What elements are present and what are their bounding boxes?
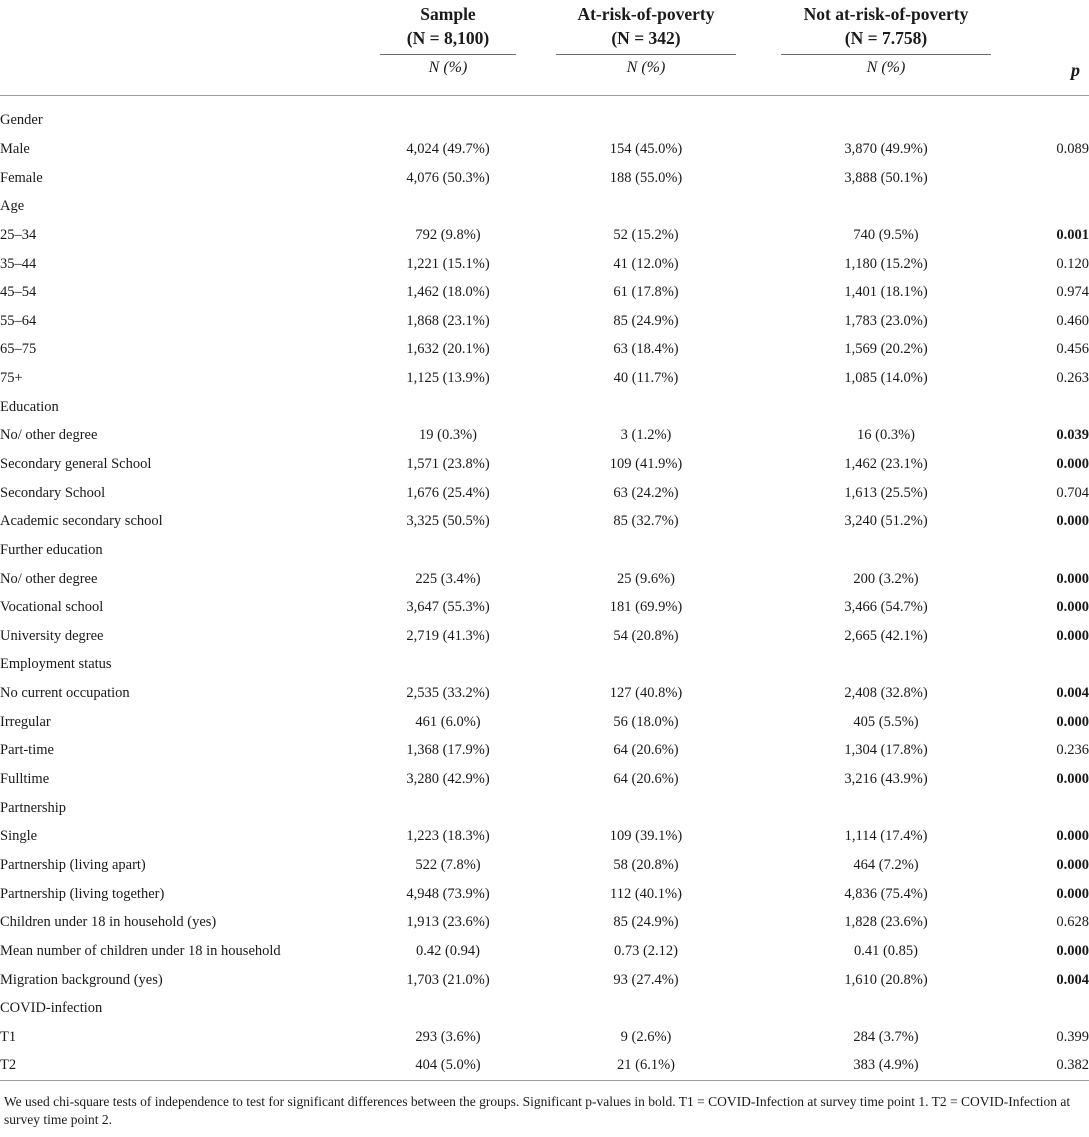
row-label: Part-time [0, 742, 54, 759]
header-risk-npct [556, 58, 736, 78]
table-row [0, 507, 1089, 536]
header-sample-title: Sample [420, 4, 476, 24]
npct-label: N (%) [428, 59, 468, 76]
empty-cell [736, 994, 781, 1023]
p-value: 0.000 [1056, 599, 1089, 616]
risk-value: 64 (20.6%) [613, 771, 679, 788]
empty-cell [736, 793, 781, 822]
p-value: 0.000 [1056, 513, 1089, 530]
spacer-cell [736, 478, 781, 507]
row-label: Vocational school [0, 599, 104, 616]
spacer-cell [736, 1051, 781, 1080]
section-label: Employment status [0, 656, 112, 673]
spacer-cell [736, 364, 781, 393]
spacer-cell [736, 450, 781, 479]
spacer-cell [516, 221, 556, 250]
spacer-cell [516, 478, 556, 507]
empty-cell [991, 994, 1089, 1023]
section-row [0, 106, 1089, 135]
sample-value: 792 (9.8%) [415, 226, 481, 243]
npct-label: N (%) [626, 59, 666, 76]
spacer-cell [736, 822, 781, 851]
sample-value: 3,325 (50.5%) [406, 513, 490, 530]
sample-value: 293 (3.6%) [415, 1028, 481, 1045]
spacer-cell [516, 135, 556, 164]
table-row [0, 851, 1089, 880]
spacer-cell [736, 564, 781, 593]
empty-cell [556, 192, 736, 221]
row-label: No current occupation [0, 685, 130, 702]
sample-value: 1,913 (23.6%) [406, 914, 490, 931]
header-sample-npct [380, 58, 516, 78]
sample-value: 1,703 (21.0%) [406, 971, 490, 988]
table-row [0, 765, 1089, 794]
spacer-cell [516, 679, 556, 708]
spacer-cell [516, 249, 556, 278]
table-row [0, 736, 1089, 765]
empty-cell [516, 994, 556, 1023]
risk-value: 0.73 (2.12) [613, 942, 679, 959]
header-bottom-rule [0, 95, 1089, 96]
spacer-cell [516, 908, 556, 937]
table-row [0, 306, 1089, 335]
risk-value: 56 (18.0%) [613, 713, 679, 730]
p-value: 0.000 [1056, 856, 1089, 873]
risk-value: 63 (24.2%) [613, 484, 679, 501]
norisk-value: 1,180 (15.2%) [844, 255, 928, 272]
table-row [0, 249, 1089, 278]
sample-value: 461 (6.0%) [415, 713, 481, 730]
p-value: 0.000 [1056, 828, 1089, 845]
sample-value: 1,221 (15.1%) [406, 255, 490, 272]
norisk-value: 1,114 (17.4%) [844, 828, 928, 845]
table-row [0, 135, 1089, 164]
row-label: Male [0, 140, 30, 157]
risk-value: 52 (15.2%) [613, 226, 679, 243]
npct-label: N (%) [866, 59, 906, 76]
sample-value: 4,076 (50.3%) [406, 169, 490, 186]
empty-cell [516, 536, 556, 565]
sample-value: 3,647 (55.3%) [406, 599, 490, 616]
spacer-cell [516, 965, 556, 994]
header-risk [556, 2, 736, 50]
table-row [0, 622, 1089, 651]
empty-cell [380, 793, 516, 822]
p-value [991, 163, 1089, 192]
norisk-value: 1,462 (23.1%) [844, 456, 928, 472]
p-value: 0.456 [1056, 341, 1089, 358]
spacer-cell [516, 421, 556, 450]
row-label: Mean number of children under 18 in household [0, 942, 281, 959]
row-label: No/ other degree [0, 427, 98, 444]
norisk-value: 3,216 (43.9%) [844, 771, 928, 788]
risk-value: 85 (24.9%) [613, 914, 679, 931]
table-row [0, 1051, 1089, 1080]
section-row [0, 994, 1089, 1023]
p-value: 0.263 [1056, 370, 1089, 387]
row-label: Irregular [0, 713, 51, 730]
empty-cell [516, 793, 556, 822]
table-row [0, 1023, 1089, 1052]
row-label: 75+ [0, 370, 23, 387]
section-label: Education [0, 398, 59, 415]
section-label: Further education [0, 541, 103, 558]
table-row [0, 221, 1089, 250]
table-row [0, 822, 1089, 851]
table-row [0, 278, 1089, 307]
spacer-cell [516, 1051, 556, 1080]
header-sample-rule [380, 54, 516, 55]
spacer-cell [516, 593, 556, 622]
p-value: 0.000 [1056, 713, 1089, 730]
p-value: 0.460 [1056, 312, 1089, 329]
sample-value: 1,368 (17.9%) [406, 742, 490, 759]
row-label: Secondary general School [0, 456, 152, 472]
norisk-value: 284 (3.7%) [853, 1028, 919, 1045]
risk-value: 25 (9.6%) [617, 570, 675, 587]
spacer-cell [736, 622, 781, 651]
sample-value: 1,571 (23.8%) [406, 456, 490, 472]
row-label: Partnership (living apart) [0, 856, 146, 873]
sample-value: 1,868 (23.1%) [406, 312, 490, 329]
spacer-cell [736, 736, 781, 765]
table-bottom-rule [0, 1080, 1089, 1081]
row-label: Female [0, 169, 43, 186]
empty-cell [991, 793, 1089, 822]
risk-value: 54 (20.8%) [613, 627, 679, 644]
empty-cell [556, 650, 736, 679]
sample-value: 1,223 (18.3%) [406, 828, 490, 845]
p-value: 0.000 [1056, 771, 1089, 788]
header-risk-title: At-risk-of-poverty [577, 4, 715, 24]
spacer-cell [736, 593, 781, 622]
table-row [0, 364, 1089, 393]
norisk-value: 740 (9.5%) [853, 226, 919, 243]
row-label: T2 [0, 1057, 17, 1074]
empty-cell [380, 994, 516, 1023]
p-value: 0.236 [1056, 742, 1089, 759]
p-value: 0.004 [1056, 685, 1089, 702]
spacer-cell [736, 879, 781, 908]
row-label: Academic secondary school [0, 513, 163, 530]
risk-value: 85 (32.7%) [613, 513, 679, 530]
spacer-cell [516, 707, 556, 736]
sample-value: 4,024 (49.7%) [406, 140, 490, 157]
empty-cell [781, 106, 991, 135]
section-row [0, 650, 1089, 679]
header-sample-n: (N = 8,100) [406, 28, 490, 48]
risk-value: 58 (20.8%) [613, 856, 679, 873]
sample-value: 1,676 (25.4%) [406, 484, 490, 501]
spacer-cell [736, 163, 781, 192]
header-norisk [781, 2, 991, 50]
empty-cell [556, 392, 736, 421]
table-row [0, 593, 1089, 622]
table-body [0, 106, 1089, 1080]
p-value: 0.000 [1056, 570, 1089, 587]
norisk-value: 1,304 (17.8%) [844, 742, 928, 759]
row-label: Secondary School [0, 484, 106, 501]
sample-value: 2,535 (33.2%) [406, 685, 490, 702]
spacer-cell [736, 335, 781, 364]
empty-cell [991, 192, 1089, 221]
empty-cell [736, 106, 781, 135]
empty-cell [991, 536, 1089, 565]
sample-value: 4,948 (73.9%) [406, 885, 490, 902]
spacer-cell [516, 822, 556, 851]
norisk-value: 1,401 (18.1%) [844, 284, 928, 301]
risk-value: 40 (11.7%) [613, 370, 679, 387]
row-label: 55–64 [0, 312, 37, 329]
p-value: 0.628 [1056, 914, 1089, 931]
empty-cell [781, 793, 991, 822]
norisk-value: 1,085 (14.0%) [844, 370, 928, 387]
risk-value: 109 (39.1%) [609, 828, 683, 845]
empty-cell [781, 994, 991, 1023]
row-label: Children under 18 in household (yes) [0, 914, 217, 931]
risk-value: 21 (6.1%) [617, 1057, 675, 1074]
section-label: Partnership [0, 799, 67, 816]
row-label: 65–75 [0, 341, 37, 358]
spacer-cell [736, 851, 781, 880]
row-label: T1 [0, 1028, 17, 1045]
empty-cell [556, 994, 736, 1023]
p-value: 0.004 [1056, 971, 1089, 988]
spacer-cell [516, 736, 556, 765]
table-row [0, 163, 1089, 192]
data-table [0, 106, 1089, 1080]
risk-value: 85 (24.9%) [613, 312, 679, 329]
empty-cell [380, 650, 516, 679]
sample-value: 225 (3.4%) [415, 570, 481, 587]
risk-value: 3 (1.2%) [620, 427, 672, 444]
risk-value: 127 (40.8%) [609, 685, 683, 702]
spacer-cell [516, 937, 556, 966]
header-sample [380, 2, 516, 50]
spacer-cell [516, 450, 556, 479]
sample-value: 2,719 (41.3%) [406, 627, 490, 644]
spacer-cell [736, 278, 781, 307]
p-value: 0.089 [1056, 140, 1089, 157]
spacer-cell [516, 1023, 556, 1052]
p-value: 0.382 [1056, 1057, 1089, 1074]
risk-value: 181 (69.9%) [609, 599, 683, 616]
table-row [0, 478, 1089, 507]
table-row [0, 707, 1089, 736]
row-label: Fulltime [0, 771, 50, 788]
spacer-cell [736, 221, 781, 250]
risk-value: 112 (40.1%) [610, 885, 682, 902]
norisk-value: 3,888 (50.1%) [844, 169, 928, 186]
spacer-cell [736, 679, 781, 708]
norisk-value: 1,610 (20.8%) [844, 971, 928, 988]
risk-value: 64 (20.6%) [613, 742, 679, 759]
header-norisk-n: (N = 7.758) [844, 28, 928, 48]
spacer-cell [516, 163, 556, 192]
row-label: 35–44 [0, 255, 37, 272]
empty-cell [781, 192, 991, 221]
spacer-cell [516, 765, 556, 794]
risk-value: 154 (45.0%) [609, 140, 683, 157]
spacer-cell [516, 879, 556, 908]
spacer-cell [516, 622, 556, 651]
spacer-cell [736, 1023, 781, 1052]
spacer-cell [736, 135, 781, 164]
empty-cell [556, 536, 736, 565]
row-label: University degree [0, 627, 104, 644]
risk-value: 63 (18.4%) [613, 341, 679, 358]
empty-cell [991, 650, 1089, 679]
empty-cell [556, 106, 736, 135]
empty-cell [380, 536, 516, 565]
spacer-cell [736, 965, 781, 994]
row-label: 25–34 [0, 226, 37, 243]
empty-cell [781, 536, 991, 565]
norisk-value: 1,613 (25.5%) [844, 484, 928, 501]
spacer-cell [736, 249, 781, 278]
table-footnote: We used chi-square tests of independence to test for significant differences between the groups. Significant p-values in bold. T1 = COVID-Infection at survey time point 1. T2 = COVID-Infection at survey time point 2. [4, 1094, 1071, 1127]
table-row [0, 564, 1089, 593]
row-label: Partnership (living together) [0, 885, 165, 902]
spacer-cell [516, 507, 556, 536]
table-row [0, 937, 1089, 966]
sample-value: 0.42 (0.94) [415, 942, 481, 959]
norisk-value: 16 (0.3%) [857, 427, 915, 444]
spacer-cell [736, 707, 781, 736]
spacer-cell [736, 306, 781, 335]
p-value: 0.000 [1056, 942, 1089, 959]
norisk-value: 1,569 (20.2%) [844, 341, 928, 358]
norisk-value: 3,466 (54.7%) [844, 599, 928, 616]
empty-cell [736, 536, 781, 565]
empty-cell [736, 650, 781, 679]
spacer-cell [516, 564, 556, 593]
sample-value: 3,280 (42.9%) [406, 771, 490, 788]
spacer-cell [516, 278, 556, 307]
empty-cell [991, 392, 1089, 421]
table-row [0, 965, 1089, 994]
header-risk-n: (N = 342) [611, 28, 681, 48]
risk-value: 9 (2.6%) [620, 1028, 672, 1045]
row-label: 45–54 [0, 284, 37, 301]
header-norisk-rule [781, 54, 991, 55]
section-row [0, 192, 1089, 221]
spacer-cell [516, 335, 556, 364]
norisk-value: 1,828 (23.6%) [844, 914, 928, 931]
p-value: 0.001 [1056, 226, 1089, 243]
spacer-cell [516, 851, 556, 880]
header-norisk-title: Not at-risk-of-poverty [803, 4, 969, 24]
risk-value: 61 (17.8%) [613, 284, 679, 301]
risk-value: 188 (55.0%) [609, 169, 683, 186]
risk-value: 41 (12.0%) [613, 255, 679, 272]
norisk-value: 405 (5.5%) [853, 713, 919, 730]
section-row [0, 536, 1089, 565]
norisk-value: 3,870 (49.9%) [844, 140, 928, 157]
spacer-cell [516, 306, 556, 335]
empty-cell [516, 192, 556, 221]
sample-value: 522 (7.8%) [415, 856, 481, 873]
norisk-value: 383 (4.9%) [853, 1057, 919, 1074]
header-p: p [1071, 60, 1080, 80]
empty-cell [556, 793, 736, 822]
empty-cell [516, 392, 556, 421]
section-label: Gender [0, 112, 43, 129]
norisk-value: 1,783 (23.0%) [844, 312, 928, 329]
section-row [0, 392, 1089, 421]
empty-cell [516, 650, 556, 679]
empty-cell [380, 106, 516, 135]
table-row [0, 450, 1089, 479]
norisk-value: 200 (3.2%) [853, 570, 919, 587]
p-value: 0.039 [1056, 427, 1089, 444]
p-value: 0.974 [1056, 284, 1089, 301]
spacer-cell [736, 908, 781, 937]
p-value: 0.399 [1056, 1028, 1089, 1045]
row-label: Migration background (yes) [0, 971, 163, 988]
norisk-value: 2,665 (42.1%) [844, 627, 928, 644]
sample-value: 404 (5.0%) [415, 1057, 481, 1074]
header-risk-rule [556, 54, 736, 55]
spacer-cell [736, 507, 781, 536]
norisk-value: 2,408 (32.8%) [844, 685, 928, 702]
table-row [0, 679, 1089, 708]
section-label: COVID-infection [0, 1000, 103, 1017]
empty-cell [516, 106, 556, 135]
norisk-value: 0.41 (0.85) [853, 942, 919, 959]
spacer-cell [736, 421, 781, 450]
row-label: Single [0, 828, 38, 845]
norisk-value: 4,836 (75.4%) [844, 885, 928, 902]
header-norisk-npct [781, 58, 991, 78]
p-value: 0.120 [1056, 255, 1089, 272]
spacer-cell [516, 364, 556, 393]
p-value: 0.000 [1056, 627, 1089, 644]
sample-value: 1,632 (20.1%) [406, 341, 490, 358]
empty-cell [781, 392, 991, 421]
p-value: 0.000 [1056, 456, 1089, 472]
p-value: 0.000 [1056, 885, 1089, 902]
empty-cell [380, 392, 516, 421]
norisk-value: 3,240 (51.2%) [844, 513, 928, 530]
table-row [0, 879, 1089, 908]
risk-value: 93 (27.4%) [613, 971, 679, 988]
empty-cell [380, 192, 516, 221]
sample-value: 1,462 (18.0%) [406, 284, 490, 301]
table-row [0, 335, 1089, 364]
spacer-cell [736, 765, 781, 794]
sample-value: 1,125 (13.9%) [406, 370, 490, 387]
empty-cell [991, 106, 1089, 135]
row-label: No/ other degree [0, 570, 98, 587]
empty-cell [781, 650, 991, 679]
empty-cell [736, 192, 781, 221]
table-row [0, 908, 1089, 937]
risk-value: 109 (41.9%) [609, 456, 683, 472]
p-value: 0.704 [1056, 484, 1089, 501]
section-label: Age [0, 198, 25, 215]
norisk-value: 464 (7.2%) [853, 856, 919, 873]
section-row [0, 793, 1089, 822]
empty-cell [736, 392, 781, 421]
sample-value: 19 (0.3%) [419, 427, 477, 444]
table-row [0, 421, 1089, 450]
spacer-cell [736, 937, 781, 966]
